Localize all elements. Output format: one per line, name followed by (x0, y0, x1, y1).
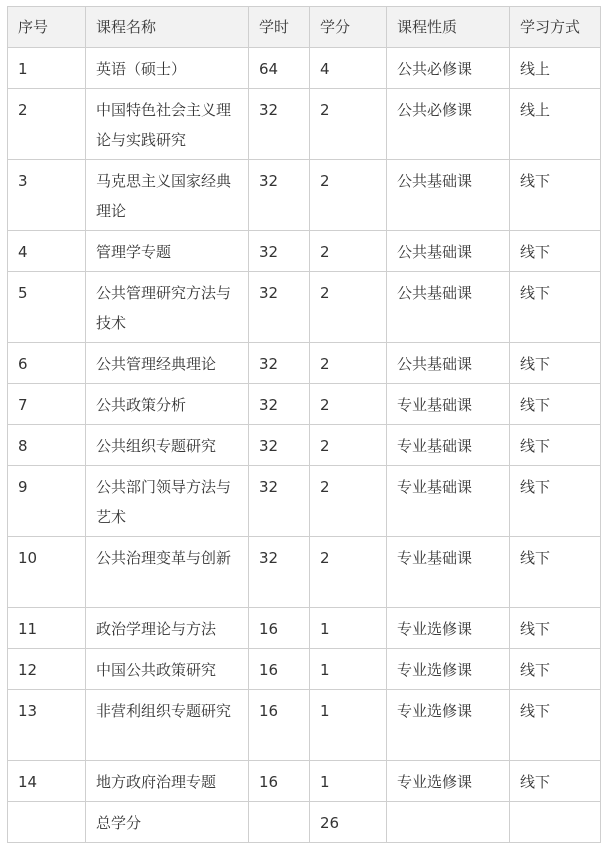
cell-hours: 16 (249, 649, 310, 690)
cell-credits: 2 (310, 89, 387, 160)
cell-course-type: 专业基础课 (387, 537, 510, 608)
table-row (8, 690, 601, 761)
table-row (8, 425, 601, 466)
cell-study-mode: 线下 (510, 690, 601, 761)
cell-credits: 1 (310, 608, 387, 649)
cell-index: 14 (8, 761, 86, 802)
cell-credits: 2 (310, 537, 387, 608)
cell-study-mode: 线下 (510, 608, 601, 649)
cell-course-type: 公共必修课 (387, 48, 510, 89)
cell-study-mode: 线下 (510, 160, 601, 231)
header-course-name: 课程名称 (86, 7, 249, 48)
cell-study-mode: 线下 (510, 466, 601, 537)
cell-index (8, 802, 86, 843)
cell-study-mode: 线下 (510, 272, 601, 343)
header-course-type: 课程性质 (387, 7, 510, 48)
cell-index: 8 (8, 425, 86, 466)
cell-study-mode: 线下 (510, 231, 601, 272)
header-study-mode: 学习方式 (510, 7, 601, 48)
cell-hours: 32 (249, 425, 310, 466)
cell-index: 11 (8, 608, 86, 649)
cell-course-name: 中国特色社会主义理论与实践研究 (86, 89, 249, 160)
cell-hours: 32 (249, 272, 310, 343)
cell-credits: 2 (310, 425, 387, 466)
cell-course-type: 公共基础课 (387, 160, 510, 231)
header-index: 序号 (8, 7, 86, 48)
cell-study-mode: 线下 (510, 761, 601, 802)
cell-credits: 1 (310, 649, 387, 690)
cell-course-name: 公共部门领导方法与艺术 (86, 466, 249, 537)
cell-hours: 32 (249, 160, 310, 231)
cell-course-type: 专业选修课 (387, 761, 510, 802)
table-total-row (8, 802, 601, 843)
cell-study-mode: 线下 (510, 343, 601, 384)
cell-hours: 16 (249, 608, 310, 649)
cell-study-mode: 线上 (510, 48, 601, 89)
cell-study-mode: 线下 (510, 649, 601, 690)
cell-hours: 64 (249, 48, 310, 89)
table-row (8, 608, 601, 649)
table-row (8, 649, 601, 690)
cell-credits: 4 (310, 48, 387, 89)
cell-course-type: 专业基础课 (387, 466, 510, 537)
cell-hours: 32 (249, 466, 310, 537)
header-hours: 学时 (249, 7, 310, 48)
course-table (7, 6, 601, 843)
table-row (8, 466, 601, 537)
cell-index: 9 (8, 466, 86, 537)
header-credits: 学分 (310, 7, 387, 48)
cell-course-type: 专业基础课 (387, 425, 510, 466)
cell-hours: 32 (249, 343, 310, 384)
cell-course-name: 马克思主义国家经典理论 (86, 160, 249, 231)
cell-total-credits: 26 (310, 802, 387, 843)
table-row (8, 384, 601, 425)
cell-course-name: 公共治理变革与创新 (86, 537, 249, 608)
cell-total-label: 总学分 (86, 802, 249, 843)
cell-credits: 2 (310, 272, 387, 343)
cell-course-name: 公共政策分析 (86, 384, 249, 425)
table-row (8, 537, 601, 608)
cell-course-name: 政治学理论与方法 (86, 608, 249, 649)
cell-study-mode: 线下 (510, 537, 601, 608)
cell-course-name: 公共管理研究方法与技术 (86, 272, 249, 343)
cell-course-type: 专业选修课 (387, 690, 510, 761)
cell-study-mode: 线下 (510, 384, 601, 425)
cell-study-mode: 线下 (510, 425, 601, 466)
cell-credits: 2 (310, 160, 387, 231)
cell-course-name: 中国公共政策研究 (86, 649, 249, 690)
cell-study-mode: 线上 (510, 89, 601, 160)
cell-index: 5 (8, 272, 86, 343)
table-row (8, 160, 601, 231)
cell-course-name: 管理学专题 (86, 231, 249, 272)
cell-hours: 32 (249, 231, 310, 272)
cell-course-name: 非营利组织专题研究 (86, 690, 249, 761)
table-row (8, 272, 601, 343)
cell-index: 7 (8, 384, 86, 425)
cell-course-type: 专业基础课 (387, 384, 510, 425)
cell-credits: 2 (310, 466, 387, 537)
cell-study-mode (510, 802, 601, 843)
table-header-row (8, 7, 601, 48)
cell-credits: 1 (310, 690, 387, 761)
cell-course-type: 公共必修课 (387, 89, 510, 160)
cell-credits: 2 (310, 384, 387, 425)
cell-index: 13 (8, 690, 86, 761)
cell-course-type: 专业选修课 (387, 608, 510, 649)
cell-course-name: 公共组织专题研究 (86, 425, 249, 466)
cell-course-name: 英语（硕士） (86, 48, 249, 89)
cell-course-type: 专业选修课 (387, 649, 510, 690)
cell-index: 3 (8, 160, 86, 231)
cell-course-type: 公共基础课 (387, 343, 510, 384)
cell-hours: 32 (249, 537, 310, 608)
cell-hours: 32 (249, 384, 310, 425)
cell-credits: 1 (310, 761, 387, 802)
cell-course-type: 公共基础课 (387, 272, 510, 343)
cell-hours: 16 (249, 690, 310, 761)
cell-hours: 32 (249, 89, 310, 160)
cell-index: 10 (8, 537, 86, 608)
cell-index: 12 (8, 649, 86, 690)
cell-credits: 2 (310, 231, 387, 272)
cell-hours (249, 802, 310, 843)
cell-index: 6 (8, 343, 86, 384)
cell-course-type: 公共基础课 (387, 231, 510, 272)
cell-index: 4 (8, 231, 86, 272)
cell-course-name: 公共管理经典理论 (86, 343, 249, 384)
cell-course-type (387, 802, 510, 843)
cell-course-name: 地方政府治理专题 (86, 761, 249, 802)
table-row (8, 761, 601, 802)
cell-index: 1 (8, 48, 86, 89)
table-row (8, 343, 601, 384)
table-row (8, 231, 601, 272)
cell-hours: 16 (249, 761, 310, 802)
table-row (8, 48, 601, 89)
table-row (8, 89, 601, 160)
cell-credits: 2 (310, 343, 387, 384)
cell-index: 2 (8, 89, 86, 160)
